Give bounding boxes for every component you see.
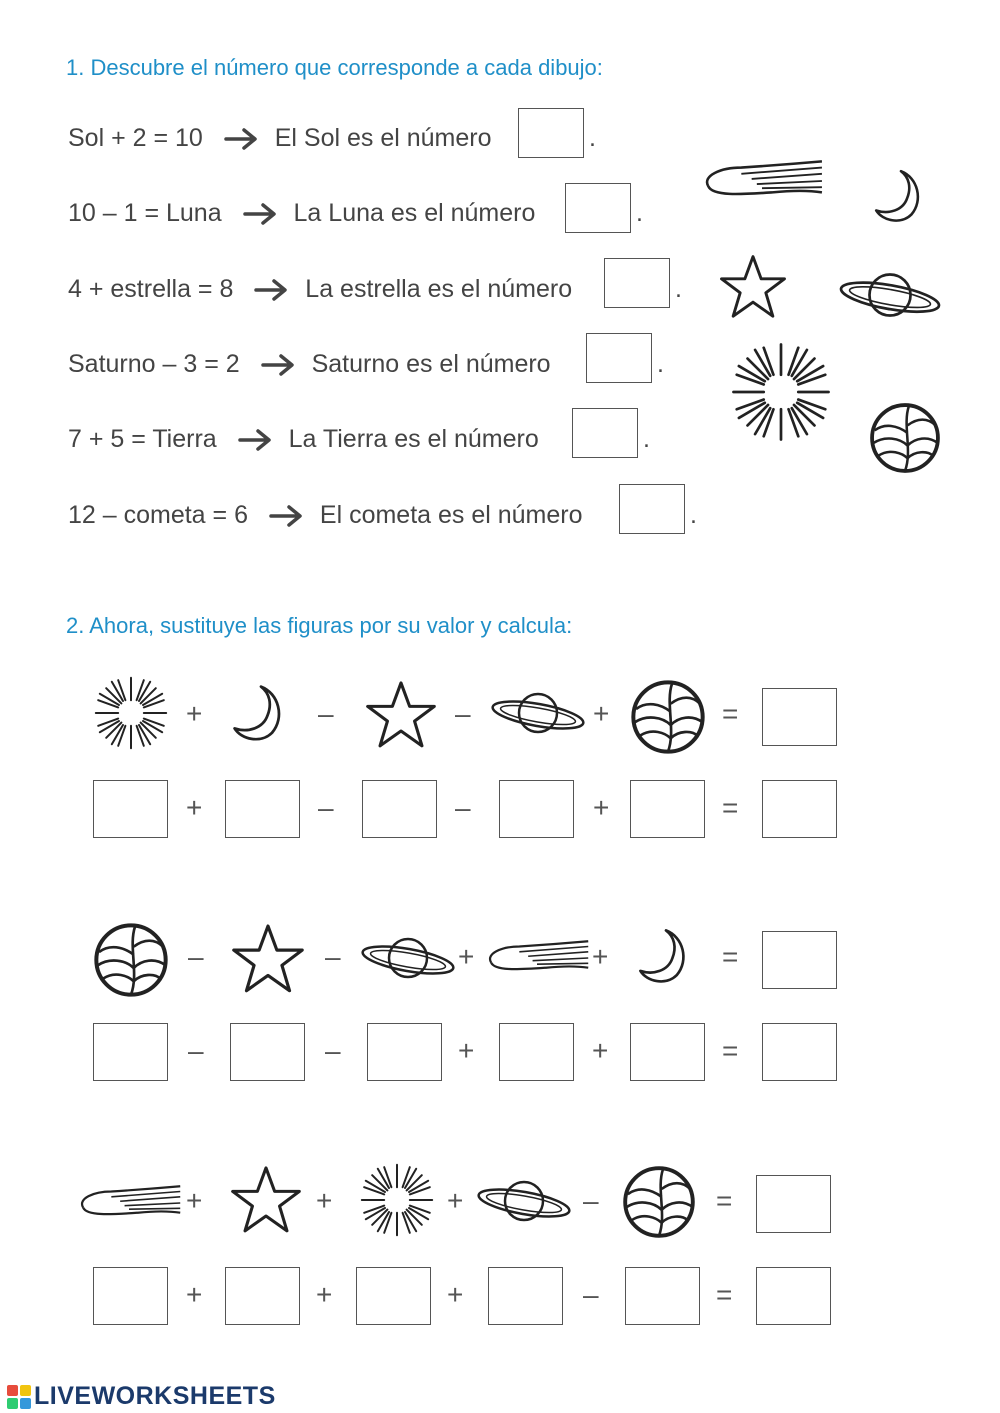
value-box[interactable] (367, 1023, 442, 1081)
equation-row-4 (68, 350, 551, 379)
star-icon (229, 1163, 303, 1237)
value-box[interactable] (362, 780, 437, 838)
liveworksheets-logo-icon (6, 1384, 32, 1410)
operator: + (186, 792, 203, 823)
liveworksheets-logo (6, 1382, 276, 1411)
operator: = (722, 1035, 739, 1066)
period: . (643, 425, 650, 453)
operator: – (455, 792, 471, 823)
equation-row-3 (68, 275, 572, 304)
equation-text: Saturno – 3 = 2 (68, 350, 240, 378)
value-box[interactable] (93, 1023, 168, 1081)
sun-icon (357, 1160, 437, 1240)
earth-icon (620, 1163, 698, 1241)
star-icon (364, 678, 438, 752)
operator: + (447, 1279, 464, 1310)
answer-box-luna[interactable] (565, 183, 631, 233)
equation-row-5 (68, 425, 539, 454)
result-box[interactable] (762, 931, 837, 989)
star-icon (230, 921, 306, 997)
equation-text: 4 + estrella = 8 (68, 275, 234, 303)
operator: + (593, 792, 610, 823)
equation-text: 12 – cometa = 6 (68, 501, 248, 529)
brand-text: LIVEWORKSHEETS (34, 1382, 276, 1410)
value-box[interactable] (230, 1023, 305, 1081)
statement-text: El Sol es el número (274, 124, 492, 152)
operator: + (592, 1035, 609, 1066)
result-box[interactable] (756, 1175, 831, 1233)
equation-row-6 (68, 501, 583, 530)
answer-box-saturno[interactable] (586, 333, 652, 383)
arrow-right-icon (224, 127, 260, 151)
comet-icon (484, 935, 590, 981)
result-box[interactable] (756, 1267, 831, 1325)
operator: = (716, 1279, 733, 1310)
answer-box-sol[interactable] (518, 108, 584, 158)
operator: – (583, 1185, 599, 1216)
equation-row-1 (68, 124, 492, 153)
period: . (690, 501, 697, 529)
statement-text: La estrella es el número (305, 275, 573, 303)
operator: – (318, 792, 334, 823)
operator: = (722, 941, 739, 972)
operator: + (458, 941, 475, 972)
equation-text: 10 – 1 = Luna (68, 199, 222, 227)
section2-heading: 2. Ahora, sustituye las figuras por su valor y calcula: (66, 613, 573, 638)
operator: + (186, 1279, 203, 1310)
result-box[interactable] (762, 780, 837, 838)
value-box[interactable] (625, 1267, 700, 1325)
operator: – (188, 1035, 204, 1066)
result-box[interactable] (762, 1023, 837, 1081)
moon-icon (870, 165, 932, 227)
equation-text: Sol + 2 = 10 (68, 124, 203, 152)
earth-icon (91, 920, 171, 1000)
statement-text: El cometa es el número (319, 501, 583, 529)
operator: – (583, 1279, 599, 1310)
operator: = (722, 792, 739, 823)
period: . (636, 199, 643, 227)
value-box[interactable] (630, 780, 705, 838)
statement-text: Saturno es el número (311, 350, 551, 378)
operator: + (186, 1185, 203, 1216)
equation-row-2 (68, 199, 535, 228)
operator: + (458, 1035, 475, 1066)
operator: – (325, 941, 341, 972)
value-box[interactable] (499, 780, 574, 838)
operator: – (188, 941, 204, 972)
value-box[interactable] (356, 1267, 431, 1325)
operator: + (447, 1185, 464, 1216)
answer-box-estrella[interactable] (604, 258, 670, 308)
comet-icon (76, 1180, 182, 1226)
operator: + (593, 698, 610, 729)
operator: = (722, 698, 739, 729)
arrow-right-icon (238, 428, 274, 452)
statement-text: La Luna es el número (293, 199, 536, 227)
operator: + (316, 1185, 333, 1216)
operator: – (325, 1035, 341, 1066)
sun-icon (91, 673, 171, 753)
value-box[interactable] (488, 1267, 563, 1325)
saturn-icon (488, 683, 588, 743)
equation-text: 7 + 5 = Tierra (68, 425, 217, 453)
operator: – (318, 698, 334, 729)
star-icon (718, 252, 788, 322)
statement-text: La Tierra es el número (288, 425, 539, 453)
earth-icon (628, 677, 708, 757)
operator: + (592, 941, 609, 972)
section1-heading: 1. Descubre el número que corresponde a cada dibujo: (66, 55, 603, 80)
sun-icon (727, 338, 835, 446)
value-box[interactable] (499, 1023, 574, 1081)
saturn-icon (474, 1171, 574, 1231)
value-box[interactable] (225, 1267, 300, 1325)
operator: + (316, 1279, 333, 1310)
arrow-right-icon (254, 278, 290, 302)
operator: = (716, 1185, 733, 1216)
arrow-right-icon (261, 353, 297, 377)
saturn-icon (836, 262, 944, 328)
earth-icon (867, 400, 943, 476)
value-box[interactable] (93, 1267, 168, 1325)
value-box[interactable] (93, 780, 168, 838)
arrow-right-icon (243, 202, 279, 226)
period: . (675, 275, 682, 303)
answer-box-tierra[interactable] (572, 408, 638, 458)
moon-icon (228, 680, 294, 746)
moon-icon (634, 924, 698, 988)
arrow-right-icon (269, 504, 305, 528)
operator: + (186, 698, 203, 729)
period: . (589, 124, 596, 152)
comet-icon (700, 152, 824, 210)
result-box[interactable] (762, 688, 837, 746)
value-box[interactable] (630, 1023, 705, 1081)
operator: – (455, 698, 471, 729)
period: . (657, 350, 664, 378)
saturn-icon (358, 928, 458, 988)
value-box[interactable] (225, 780, 300, 838)
answer-box-cometa[interactable] (619, 484, 685, 534)
